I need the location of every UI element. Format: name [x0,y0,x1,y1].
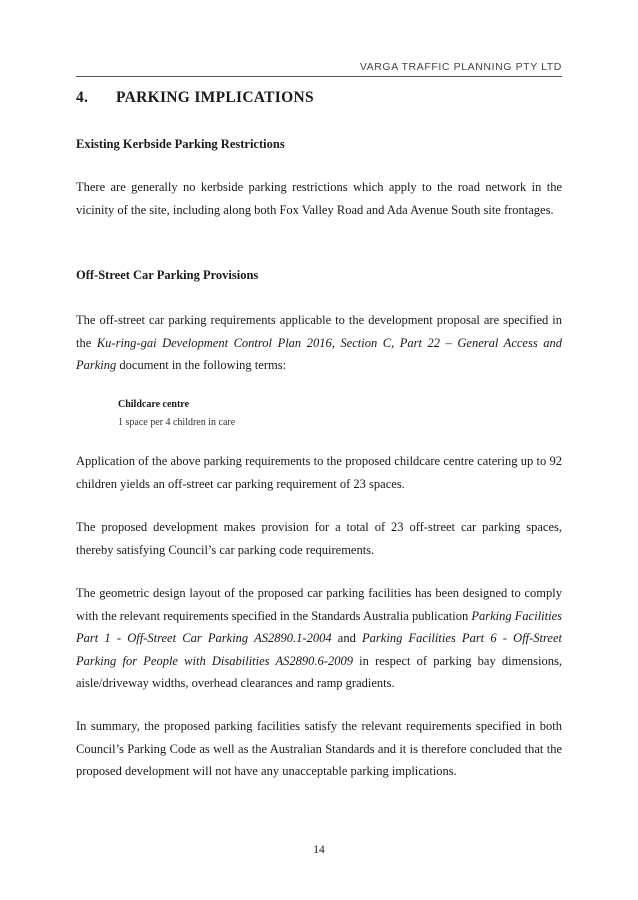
application-paragraph: Application of the above parking requirements to the proposed childcare centre catering up to 92 children yields an off-street car parking requirement of 23 spaces. [76,454,562,491]
offstreet-heading: Off-Street Car Parking Provisions [76,268,259,282]
kerbside-heading: Existing Kerbside Parking Restrictions [76,137,285,151]
intro-text-start: The off-street car parking requirements applicable to the development proposal are specified in the [76,313,562,350]
section-number: 4. [76,89,89,106]
section-title: PARKING IMPLICATIONS [116,89,314,106]
summary-paragraph: In summary, the proposed parking facilities satisfy the relevant requirements specified in both Council’s Parking Code as well as the Australian Standards and it is therefore concluded that the proposed development will not have any unacceptable parking implications. [76,719,562,778]
kerbside-paragraph: There are generally no kerbside parking restrictions which apply to the road network in the vicinity of the site, including along both Fox Valley Road and Ada Avenue South site frontages. [76,180,562,217]
parking-rate-value: 1 space per 4 children in care [118,417,236,428]
intro-text-end: document in the following terms: [116,358,287,372]
page-number: 14 [313,844,325,856]
parking-rate-block [118,396,235,432]
provision-paragraph: The proposed development makes provision for a total of 23 off-street car parking spaces, thereby satisfying Council’s car parking code requirements. [76,520,562,557]
offstreet-intro-paragraph [76,309,562,377]
design-paragraph [76,582,562,695]
section-heading [76,89,314,107]
dcp-document-title: Ku-ring-gai Development Control Plan 2016, Section C, Part 22 – General Access and Parking [76,335,562,372]
design-text-end: in respect of parking bay dimensions, aisle/driveway widths, overhead clearances and ramp gradients. [76,653,562,690]
running-header: VARGA TRAFFIC PLANNING PTY LTD [359,61,562,73]
standard-as2890-1: Parking Facilities Part 1 - Off-Street Car Parking AS2890.1-2004 [76,608,562,645]
design-text-and: and [331,631,363,645]
header-rule [76,76,562,77]
standard-as2890-6: Parking Facilities Part 6 - Off-Street Parking for People with Disabilities AS2890.6-2009 [76,631,562,668]
parking-rate-land-use: Childcare centre [118,399,190,410]
design-text-start: The geometric design layout of the proposed car parking facilities has been designed to comply with the relevant requirements specified in the Standards Australia publication [76,586,562,623]
